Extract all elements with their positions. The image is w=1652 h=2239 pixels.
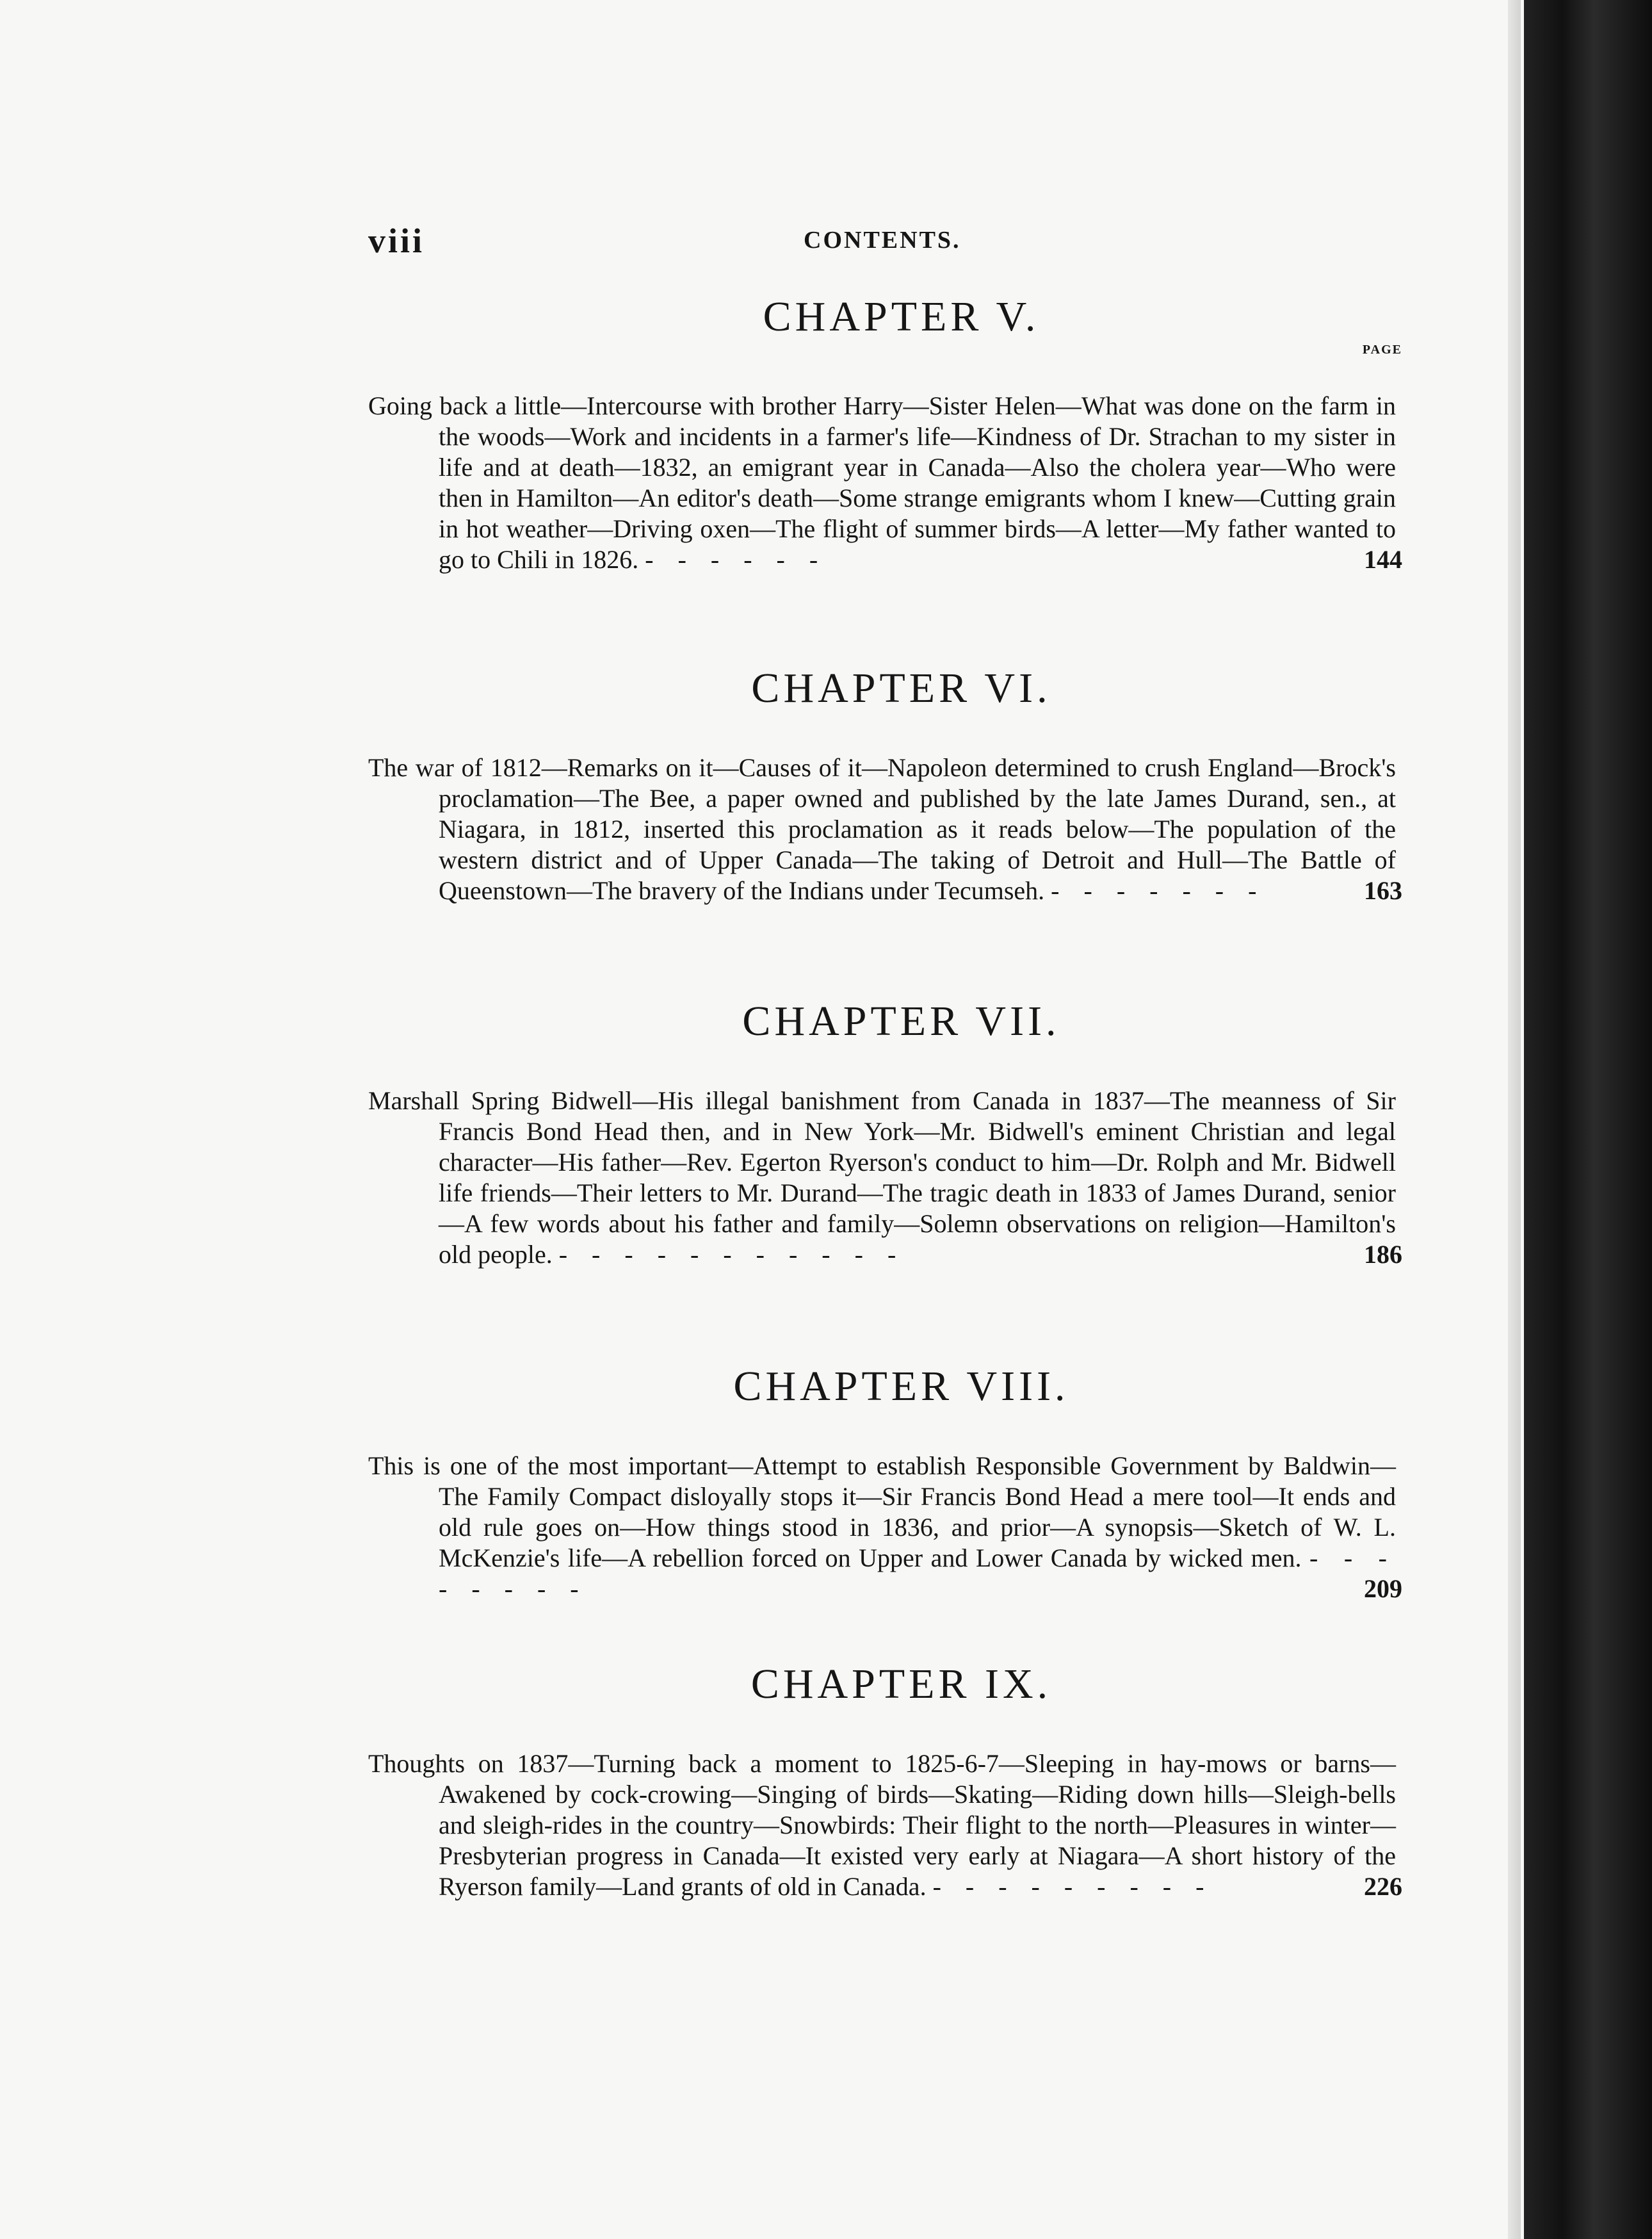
chapter-heading: CHAPTER VI. xyxy=(751,665,1051,712)
chapter-summary-text: This is one of the most important—Attempt to establish Responsible Government by Baldwin—The Family Compact disloyally stops it—Sir Francis Bond Head a mere tool—It ends and old rule goes on—How things stood in 1836, and prior—A synopsis—Sketch of W. L. McKenzie's life—A rebellion forced on Upper and Lower Canada by wicked men. xyxy=(368,1451,1396,1572)
chapter-summary-text: Thoughts on 1837—Turning back a moment to 1825-6-7—Sleeping in hay-mows or barns—Awakened by cock-crowing—Singing of birds—Skating—Riding down hills—Sleigh-bells and sleigh-rides in the country—Snowbirds: Their flight to the north—Pleasures in winter—Presbyterian progress in Canada—It existed very early at Niagara—A short history of the Ryerson family—Land grants of old in Canada. xyxy=(368,1749,1396,1901)
chapter-page-ref: 226 xyxy=(1364,1872,1402,1901)
chapter-summary-text: Going back a little—Intercourse with brother Harry—Sister Helen—What was done on the farm in the woods—Work and incidents in a farmer's life—Kindness of Dr. Strachan to my sister in life and at death—1832, an emigrant year in Canada—Also the cholera year—Who were then in Hamilton—An editor's death—Some strange emigrants whom I knew—Cutting grain in hot weather—Driving oxen—The flight of summer birds—A letter—My father wanted to go to Chili in 1826. xyxy=(368,391,1396,574)
chapter-entry xyxy=(368,663,1402,906)
chapter-entry xyxy=(368,1659,1402,1902)
chapter-page-ref: 144 xyxy=(1364,545,1402,574)
chapter-summary-text: The war of 1812—Remarks on it—Causes of it—Napoleon determined to crush England—Brock's proclamation—The Bee, a paper owned and published by the late James Durand, sen., at Niagara, in 1812, inserted this proclamation as it reads below—The population of the western district and of Upper Canada—The taking of Detroit and Hull—The Battle of Queenstown—The bravery of the Indians under Tecumseh. xyxy=(368,753,1396,905)
scan-border xyxy=(1524,0,1652,2239)
running-head-title: CONTENTS. xyxy=(804,227,961,254)
chapter-summary xyxy=(368,391,1402,575)
running-head xyxy=(368,221,1425,259)
leader-dots: - - - - - - - - - - - xyxy=(558,1240,905,1269)
chapter-summary-text: Marshall Spring Bidwell—His illegal banishment from Canada in 1837—The meanness of Sir Francis Bond Head then, and in New York—Mr. Bidwell's eminent Christian and legal character—His father—Rev. Egerton Ryerson's conduct to him—Dr. Rolph and Mr. Bidwell life friends—Their letters to Mr. Durand—The tragic death in 1833 of James Durand, senior—A few words about his father and family—Solemn observations on religion—Hamilton's old people. xyxy=(368,1086,1396,1269)
chapter-entry xyxy=(368,996,1402,1270)
page-edge xyxy=(1508,0,1521,2239)
chapter-summary xyxy=(368,1086,1402,1270)
chapter-summary xyxy=(368,753,1402,906)
chapter-summary xyxy=(368,1748,1402,1902)
page-number: viii xyxy=(368,222,425,260)
chapter-heading: CHAPTER VII. xyxy=(742,998,1060,1045)
chapter-heading: CHAPTER V. xyxy=(763,293,1040,340)
leader-dots: - - - - - - - - xyxy=(439,1543,1397,1603)
chapter-page-ref: 163 xyxy=(1364,876,1402,905)
leader-dots: - - - - - - - - - xyxy=(932,1872,1213,1901)
leader-dots: - - - - - - - xyxy=(1051,876,1266,905)
chapter-heading: CHAPTER VIII. xyxy=(733,1363,1069,1410)
page-column-label: PAGE xyxy=(1362,343,1402,357)
chapter-entry xyxy=(368,291,1402,575)
chapter-summary xyxy=(368,1451,1402,1604)
chapter-heading: CHAPTER IX. xyxy=(750,1661,1052,1707)
leader-dots: - - - - - - xyxy=(645,545,827,574)
chapter-page-ref: 186 xyxy=(1364,1240,1402,1269)
chapter-entry xyxy=(368,1361,1402,1604)
chapter-page-ref: 209 xyxy=(1364,1574,1402,1603)
